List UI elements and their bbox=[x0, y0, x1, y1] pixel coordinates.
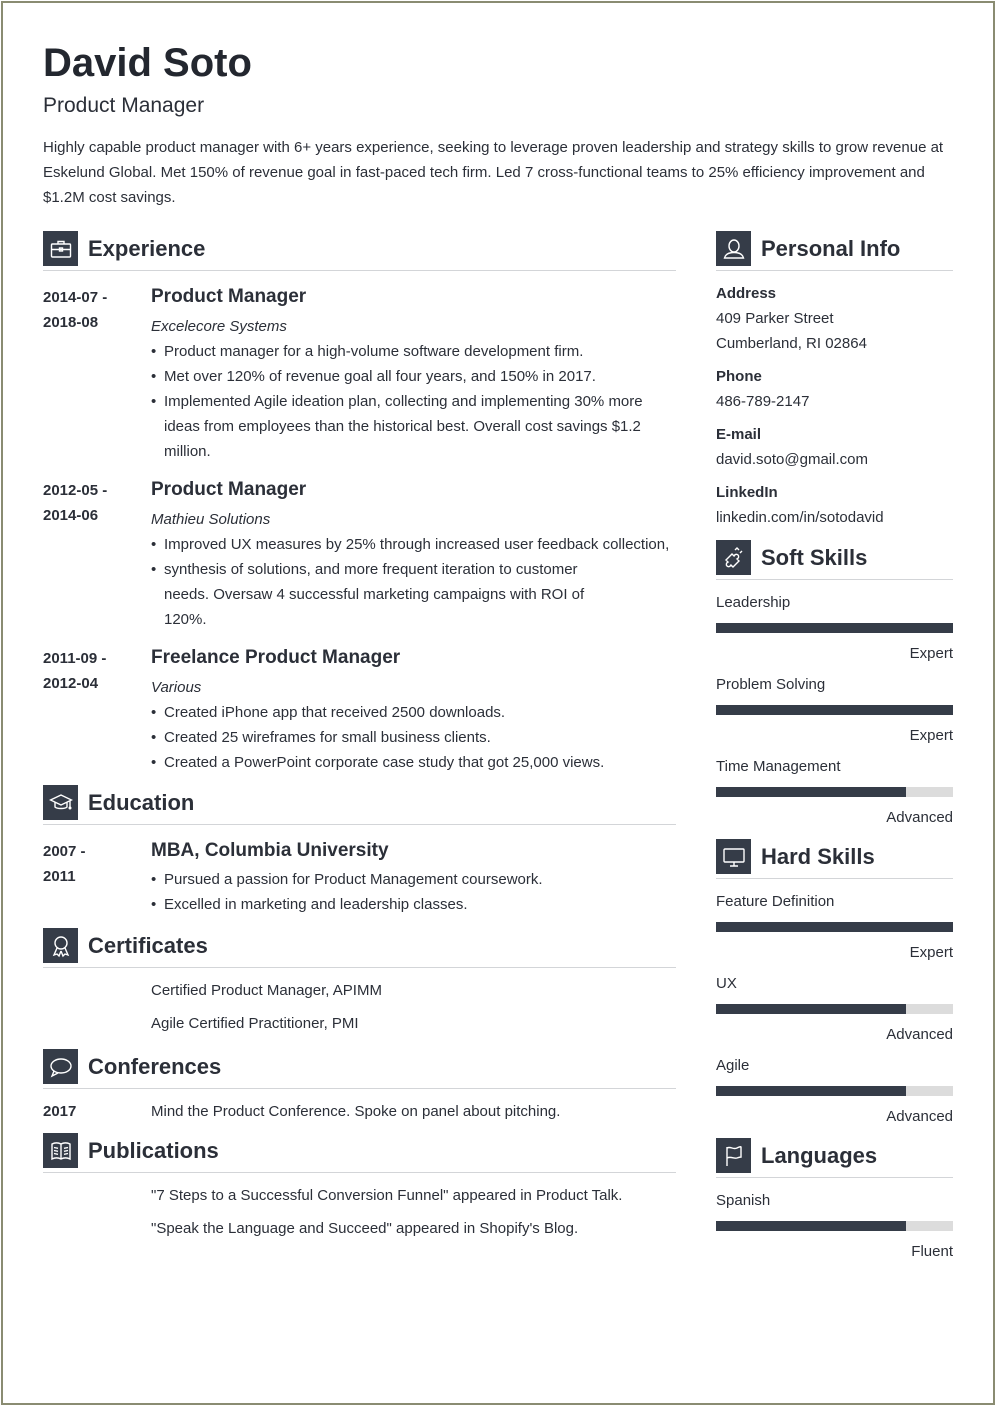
conference-row bbox=[43, 1099, 676, 1124]
conferences-title: Conferences bbox=[88, 1053, 222, 1079]
divider bbox=[43, 1088, 676, 1089]
open-book-icon bbox=[43, 1133, 78, 1168]
publications-header bbox=[43, 1133, 676, 1168]
address-line: Cumberland, RI 02864 bbox=[716, 335, 867, 352]
date-start: 2011-09 - bbox=[43, 650, 107, 667]
date-end: 2011 bbox=[43, 868, 76, 885]
date-end: 2018-08 bbox=[43, 314, 99, 331]
skill-level: Advanced bbox=[886, 1108, 953, 1125]
bullet-item: • Improved UX measures by 25% through increased user feedback collection, bbox=[151, 532, 676, 557]
bullet-item: • Created 25 wireframes for small business clients. bbox=[151, 725, 676, 750]
certificates-header bbox=[43, 928, 676, 963]
hard-skills-header bbox=[716, 839, 953, 874]
bullet-item: • Created a PowerPoint corporate case study that got 25,000 views. bbox=[151, 750, 676, 775]
experience-entry bbox=[43, 478, 676, 632]
skill-bar-fill bbox=[716, 1004, 906, 1014]
divider bbox=[716, 579, 953, 580]
skill-bar-fill bbox=[716, 623, 953, 633]
date-end: 2014-06 bbox=[43, 507, 99, 524]
divider bbox=[716, 878, 953, 879]
briefcase-icon bbox=[43, 231, 78, 266]
divider bbox=[43, 1172, 676, 1173]
hard-skills-section bbox=[716, 839, 953, 1129]
education-entry bbox=[43, 839, 676, 917]
address-line: 409 Parker Street bbox=[716, 310, 834, 327]
summary: Highly capable product manager with 6+ years experience, seeking to leverage proven leadership and strategy skills to grow revenue at Eskelund Global. Met 150% of revenue goal in fast-paced tech firm. Led 7 cross-functional teams to 25% efficiency improvement and $1.2M cost savings. bbox=[43, 139, 944, 206]
experience-entry bbox=[43, 285, 676, 464]
candidate-title: Product Manager bbox=[43, 94, 205, 117]
skill-bar bbox=[716, 787, 953, 797]
date-start: 2014-07 - bbox=[43, 289, 108, 306]
bullet-item: • synthesis of solutions, and more frequent iteration to customer needs. Oversaw 4 successful marketing campaigns with ROI of 120%. bbox=[151, 557, 611, 632]
bullet-item: • Pursued a passion for Product Management coursework. bbox=[151, 867, 676, 892]
monitor-icon bbox=[716, 839, 751, 874]
bullet-list bbox=[151, 867, 676, 917]
languages-section bbox=[716, 1138, 953, 1264]
linkedin-label: LinkedIn bbox=[716, 484, 778, 501]
company-name: Mathieu Solutions bbox=[151, 511, 271, 528]
company-name: Various bbox=[151, 679, 202, 696]
experience-title: Experience bbox=[88, 235, 206, 261]
skill-bar-fill bbox=[716, 705, 953, 715]
skill-name: UX bbox=[716, 975, 737, 992]
left-column bbox=[43, 231, 676, 1241]
language-level: Fluent bbox=[911, 1243, 953, 1260]
skill-level: Advanced bbox=[886, 1026, 953, 1043]
degree-title: MBA, Columbia University bbox=[151, 840, 389, 861]
date-start: 2012-05 - bbox=[43, 482, 108, 499]
divider bbox=[716, 270, 953, 271]
skill-bar bbox=[716, 1086, 953, 1096]
conferences-header bbox=[43, 1049, 676, 1084]
education-header bbox=[43, 785, 676, 820]
skill-name: Feature Definition bbox=[716, 893, 835, 910]
languages-header bbox=[716, 1138, 953, 1173]
certificates-section bbox=[43, 928, 676, 1036]
company-name: Excelecore Systems bbox=[151, 318, 287, 335]
linkedin-value[interactable]: linkedin.com/in/sotodavid bbox=[716, 509, 884, 526]
experience-entry bbox=[43, 646, 676, 775]
soft-skills-section bbox=[716, 540, 953, 830]
skill-item bbox=[716, 1053, 953, 1129]
education-section bbox=[43, 785, 676, 917]
publication-item: "Speak the Language and Succeed" appeared in Shopify's Blog. bbox=[151, 1220, 579, 1237]
skill-bar-fill bbox=[716, 1086, 906, 1096]
personal-info-title: Personal Info bbox=[761, 235, 901, 261]
soft-skills-title: Soft Skills bbox=[761, 544, 868, 570]
publications-section bbox=[43, 1133, 676, 1241]
phone-label: Phone bbox=[716, 368, 762, 385]
divider bbox=[43, 824, 676, 825]
education-title: Education bbox=[88, 789, 195, 815]
experience-header bbox=[43, 231, 676, 266]
skill-name: Agile bbox=[716, 1057, 750, 1074]
skill-name: Leadership bbox=[716, 594, 791, 611]
bullet-item: • Met over 120% of revenue goal all four years, and 150% in 2017. bbox=[151, 364, 676, 389]
bullet-item: • Excelled in marketing and leadership classes. bbox=[151, 892, 676, 917]
language-bar-fill bbox=[716, 1221, 906, 1231]
divider bbox=[43, 967, 676, 968]
bullet-list bbox=[151, 700, 676, 775]
publications-title: Publications bbox=[88, 1137, 219, 1163]
job-title: Freelance Product Manager bbox=[151, 647, 401, 668]
date-start: 2007 - bbox=[43, 843, 86, 860]
skill-item bbox=[716, 590, 953, 666]
skill-name: Problem Solving bbox=[716, 676, 826, 693]
language-name: Spanish bbox=[716, 1192, 771, 1209]
skill-bar bbox=[716, 922, 953, 932]
skill-level: Expert bbox=[909, 727, 953, 744]
skill-name: Time Management bbox=[716, 758, 841, 775]
email-value[interactable]: david.soto@gmail.com bbox=[716, 451, 868, 468]
skill-bar bbox=[716, 1004, 953, 1014]
skill-bar bbox=[716, 623, 953, 633]
bullet-item: • Product manager for a high-volume software development firm. bbox=[151, 339, 676, 364]
phone-value: 486-789-2147 bbox=[716, 393, 810, 410]
personal-info-header bbox=[716, 231, 953, 266]
certificate-item: Certified Product Manager, APIMM bbox=[151, 982, 382, 999]
skill-bar-fill bbox=[716, 922, 953, 932]
skill-level: Advanced bbox=[886, 809, 953, 826]
flag-icon bbox=[716, 1138, 751, 1173]
publication-item: "7 Steps to a Successful Conversion Funnel" appeared in Product Talk. bbox=[151, 1187, 623, 1204]
graduation-cap-icon bbox=[43, 785, 78, 820]
languages-title: Languages bbox=[761, 1142, 878, 1168]
bullet-item: • Created iPhone app that received 2500 downloads. bbox=[151, 700, 676, 725]
conference-year: 2017 bbox=[43, 1103, 77, 1120]
date-end: 2012-04 bbox=[43, 675, 99, 692]
award-ribbon-icon bbox=[43, 928, 78, 963]
conferences-section bbox=[43, 1049, 676, 1124]
divider bbox=[43, 270, 676, 271]
speech-bubble-icon bbox=[43, 1049, 78, 1084]
skill-level: Expert bbox=[909, 944, 953, 961]
right-column bbox=[716, 231, 953, 1264]
person-icon bbox=[716, 231, 751, 266]
skill-bar-fill bbox=[716, 787, 906, 797]
email-label: E-mail bbox=[716, 426, 762, 443]
language-bar bbox=[716, 1221, 953, 1231]
job-title: Product Manager bbox=[151, 479, 307, 500]
certificate-item: Agile Certified Practitioner, PMI bbox=[151, 1015, 359, 1032]
bullet-list bbox=[151, 339, 676, 464]
certificates-title: Certificates bbox=[88, 932, 208, 958]
skill-item bbox=[716, 971, 953, 1047]
hard-skills-title: Hard Skills bbox=[761, 843, 875, 869]
divider bbox=[716, 1177, 953, 1178]
candidate-name: David Soto bbox=[43, 41, 252, 85]
bullet-item: • Implemented Agile ideation plan, collecting and implementing 30% more ideas from employees than the historical best. Overall cost savings $1.2 million. bbox=[151, 389, 676, 464]
language-item bbox=[716, 1188, 953, 1264]
address-label: Address bbox=[716, 285, 777, 302]
skill-level: Expert bbox=[909, 645, 953, 662]
skill-item bbox=[716, 672, 953, 748]
skill-bar bbox=[716, 705, 953, 715]
skill-item bbox=[716, 889, 953, 965]
conference-text: Mind the Product Conference. Spoke on panel about pitching. bbox=[151, 1103, 561, 1120]
puzzle-piece-icon bbox=[716, 540, 751, 575]
bullet-list bbox=[151, 532, 676, 632]
personal-info-section bbox=[716, 231, 953, 530]
soft-skills-header bbox=[716, 540, 953, 575]
experience-section bbox=[43, 231, 676, 775]
skill-item bbox=[716, 754, 953, 830]
job-title: Product Manager bbox=[151, 286, 307, 307]
